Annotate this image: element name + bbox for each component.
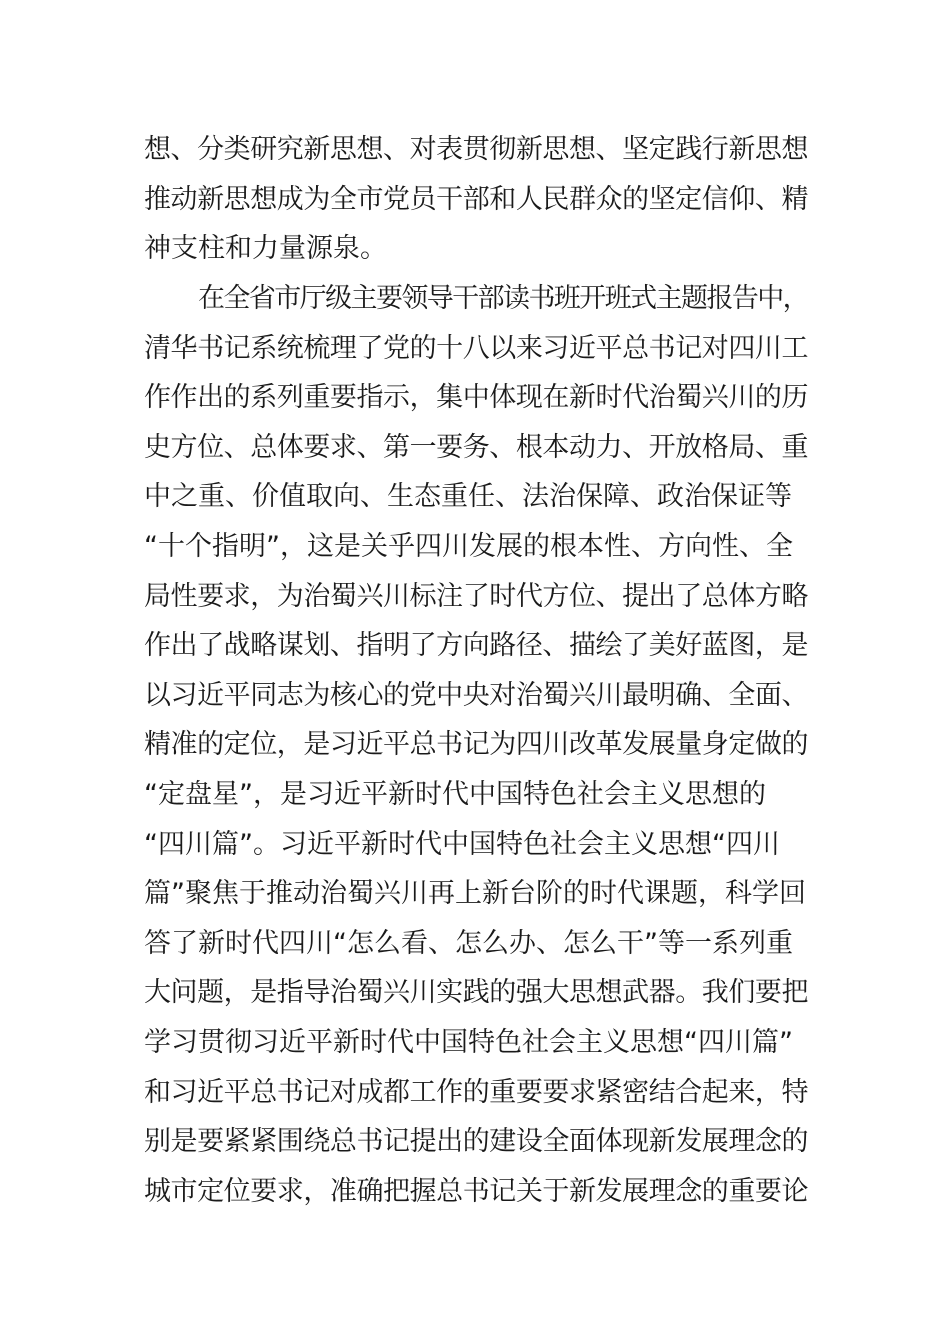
text-line: 作出了战略谋划、指明了方向路径、描绘了美好蓝图，是 <box>144 630 808 661</box>
text-line: 篇”聚焦于推动治蜀兴川再上新台阶的时代课题，科学回 <box>144 878 806 909</box>
text-line: 局性要求，为治蜀兴川标注了时代方位、提出了总体方略 <box>144 581 808 612</box>
text-line: 神支柱和力量源泉。 <box>144 233 387 264</box>
text-line: 以习近平同志为核心的党中央对治蜀兴川最明确、全面、 <box>144 680 808 711</box>
text-line: 清华书记系统梳理了党的十八以来习近平总书记对四川工 <box>144 333 808 364</box>
text-line: 作作出的系列重要指示，集中体现在新时代治蜀兴川的历 <box>144 382 808 413</box>
text-line: 学习贯彻习近平新时代中国特色社会主义思想“四川篇” <box>144 1027 793 1058</box>
text-line: 想、分类研究新思想、对表贯彻新思想、坚定践行新思想 <box>144 134 808 165</box>
text-line: “十个指明”，这是关乎四川发展的根本性、方向性、全 <box>144 531 793 562</box>
text-line: 大问题，是指导治蜀兴川实践的强大思想武器。我们要把 <box>144 977 808 1008</box>
text-line: “定盘星”，是习近平新时代中国特色社会主义思想的 <box>144 779 766 810</box>
text-line: 城市定位要求，准确把握总书记关于新发展理念的重要论 <box>144 1176 808 1207</box>
text-line: 别是要紧紧围绕总书记提出的建设全面体现新发展理念的 <box>144 1126 808 1157</box>
text-line: 答了新时代四川“怎么看、怎么办、怎么干”等一系列重 <box>144 928 793 959</box>
text-line: 中之重、价值取向、生态重任、法治保障、政治保证等 <box>144 481 792 512</box>
text-line: “四川篇”。习近平新时代中国特色社会主义思想“四川 <box>144 829 780 860</box>
text-line: 推动新思想成为全市党员干部和人民群众的坚定信仰、精 <box>144 184 808 215</box>
text-line: 和习近平总书记对成都工作的重要要求紧密结合起来，特 <box>144 1077 808 1108</box>
text-line: 史方位、总体要求、第一要务、根本动力、开放格局、重 <box>144 432 808 463</box>
text-line: 精准的定位，是习近平总书记为四川改革发展量身定做的 <box>144 729 808 760</box>
paragraph-first-line: 在全省市厅级主要领导干部读书班开班式主题报告中， <box>198 283 809 314</box>
